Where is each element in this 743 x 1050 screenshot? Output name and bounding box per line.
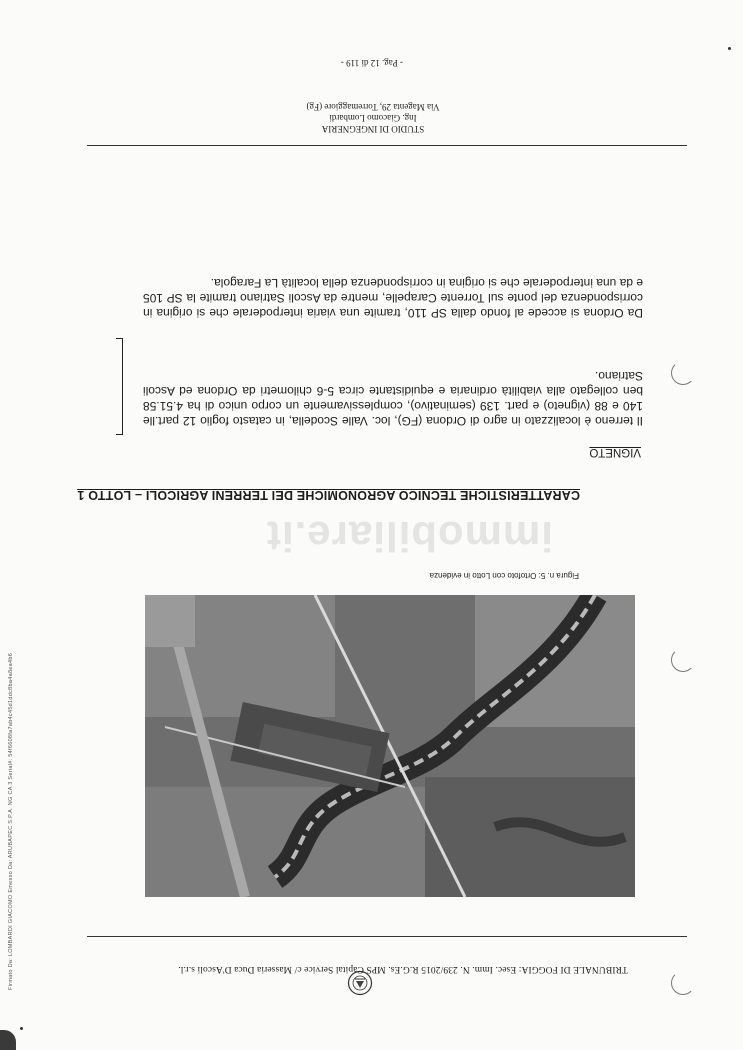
orthophoto-image <box>145 595 635 897</box>
studio-block <box>273 101 473 134</box>
paragraph-access: Da Ordona si accede al fondo dalla SP 110, tramite una viaria interpoderale che si origina in corrispondenza del ponte sul Torrente Carapelle, mentre da Ascoli Satriano tramite la SP 105 e da una interpoderale che si origina in corrispondenza della località La Faragola. <box>143 276 643 320</box>
watermark: immobiliare.it <box>265 513 553 560</box>
paragraph-location: Il terreno è localizzato in agro di Ordona (FG), loc. Valle Scodella, in catasto foglio 12 part.lle 140 e 88 (vigneto) e part. 139 (seminativo), complessivamente un corpo unico di ha 4.51.58 ben collegato alla viabilità ordinaria e equidistante circa 5-6 chilometri da Ordona ed Ascoli Satriano. <box>143 369 643 428</box>
studio-name: STUDIO DI INGEGNERIA <box>321 124 425 134</box>
binder-ring-icon <box>671 648 695 672</box>
header-divider <box>87 936 687 937</box>
court-header: TRIBUNALE DI FOGGIA: Esec. Imm. N. 239/2015 R.G.Es. MPS Capital Service c/ Masseria Duca D'Ascoli s.r.l. <box>178 964 628 974</box>
binder-ring-icon <box>671 361 695 385</box>
binder-ring-icon <box>671 971 695 995</box>
section-subtitle: VIGNETO <box>589 446 641 458</box>
section-title: CARATTERISTICHE TECNICO AGRONOMICHE DEI TERRENI AGRICOLI – LOTTO 1 <box>77 488 580 502</box>
orthophoto <box>145 595 635 897</box>
figure-caption: Figura n. 5: Ortofoto con Lotto in evidenza <box>429 571 579 580</box>
digital-signature-note: Firmato Da: LOMBARDI GIACOMO Emesso Da: ARUBAPEC S.P.A. NG CA 3 Serial#: 54f6608fa7ab4c45d1ddc8ba4a8ea4b6 <box>8 652 14 990</box>
footer-divider <box>87 145 687 146</box>
margin-bracket <box>116 338 123 435</box>
studio-address: Via Magenta 29, Torremaggiore (Fg) <box>306 102 440 112</box>
page-number: - Pag. 12 di 119 - <box>340 58 403 68</box>
scan-speck <box>728 47 731 50</box>
scan-speck <box>20 1027 23 1030</box>
page-corner-mark <box>0 1030 16 1050</box>
engineer-name: Ing. Giacomo Lombardi <box>329 113 417 123</box>
